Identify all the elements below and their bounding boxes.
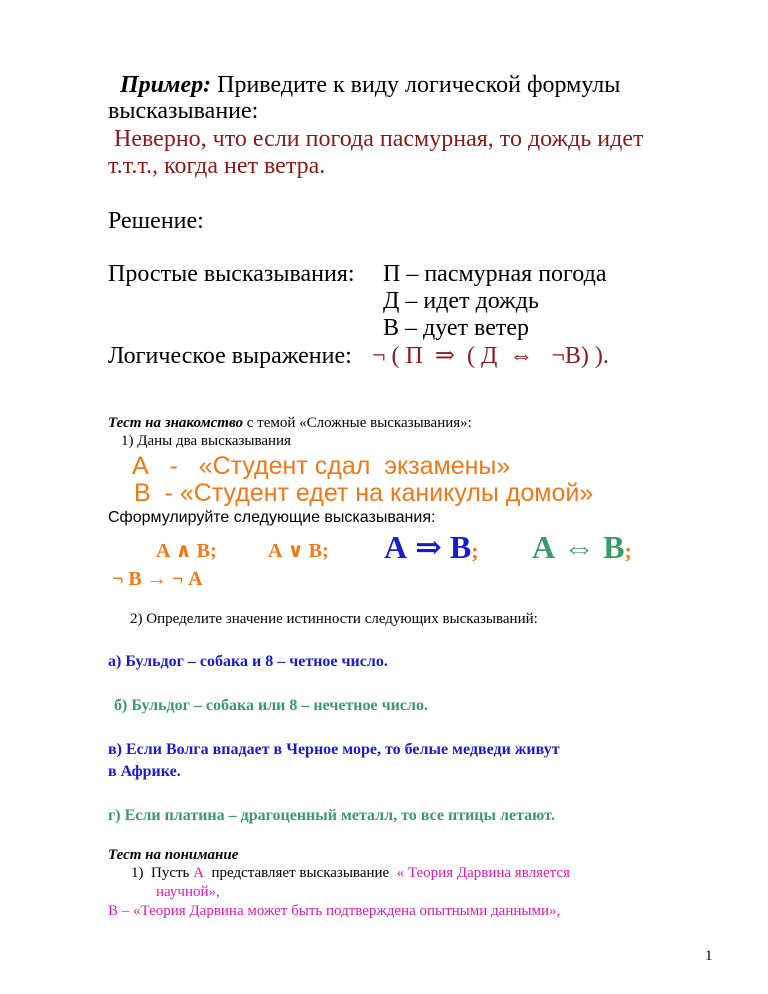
expr-equivalence-semicolon: ; — [624, 538, 632, 563]
statement-b: В - «Студент едет на каникулы домой» — [134, 479, 594, 507]
test2-title: Тест на понимание — [108, 847, 239, 863]
question-g: г) Если платина – драгоценный металл, то все птицы летают. — [108, 807, 555, 824]
question-v-line-2: в Африке. — [108, 763, 181, 780]
test2-b-line: В – «Теория Дарвина может быть подтверждена опытными данными», — [108, 903, 561, 919]
expr-equivalence: А ⇔ В — [532, 529, 625, 565]
test1-title: Тест на знакомство — [108, 415, 243, 431]
question-a: а) Бульдог – собака и 8 – четное число. — [108, 653, 388, 670]
test1-item-2: 2) Определите значение истинности следующих высказываний: — [130, 611, 538, 627]
test2-item-1-mid: представляет высказывание — [203, 865, 393, 881]
question-b: б) Бульдог – собака или 8 – нечетное число. — [114, 697, 428, 714]
simple-item-v: В – дует ветер — [383, 315, 530, 341]
test1-item-1: 1) Даны два высказывания — [121, 433, 291, 449]
example-text-1: Приведите к виду логической формулы — [217, 72, 621, 98]
simple-item-p: П – пасмурная погода — [383, 261, 607, 287]
expr-implication-semicolon: ; — [471, 538, 479, 563]
expr-equivalence-wrap — [532, 528, 632, 570]
example-quote-1: Неверно, что если погода пасмурная, то дождь идет — [114, 126, 644, 152]
expr-negation: ¬ В → ¬ А — [112, 568, 203, 590]
expr-and: А ∧ В; — [156, 540, 217, 562]
test1-title-rest: с темой «Сложные высказывания»: — [242, 415, 472, 431]
formulate-instruction: Сформулируйте следующие высказывания: — [108, 509, 436, 526]
expr-or: А ∨ В; — [268, 540, 329, 562]
logic-label: Логическое выражение: — [108, 343, 352, 369]
logic-expression: ¬ ( П ⇒ ( Д ⇔ ¬В) ). — [372, 343, 609, 369]
expr-implication-wrap — [384, 528, 479, 570]
test2-item-1 — [131, 864, 570, 883]
test2-item-1-quote-2: научной», — [156, 884, 220, 900]
example-text-2: высказывание: — [108, 98, 259, 124]
example-label: Пример: — [120, 72, 212, 98]
test2-item-1-prefix: 1) Пусть — [131, 865, 194, 881]
expr-implication: А ⇒ В — [384, 529, 472, 565]
simple-label: Простые высказывания: — [108, 261, 355, 287]
test2-item-1-quote-1: « Теория Дарвина является — [392, 865, 570, 881]
test2-item-1-a: А — [193, 865, 204, 881]
statement-a: А - «Студент сдал экзамены» — [132, 452, 511, 480]
solution-title: Решение: — [108, 208, 204, 234]
example-quote-2: т.т.т., когда нет ветра. — [108, 153, 326, 179]
test1-heading — [108, 414, 472, 433]
page-number: 1 — [705, 948, 713, 964]
question-v-line-1: в) Если Волга впадает в Черное море, то белые медведи живут — [108, 741, 560, 758]
simple-item-d: Д – идет дождь — [383, 288, 539, 314]
